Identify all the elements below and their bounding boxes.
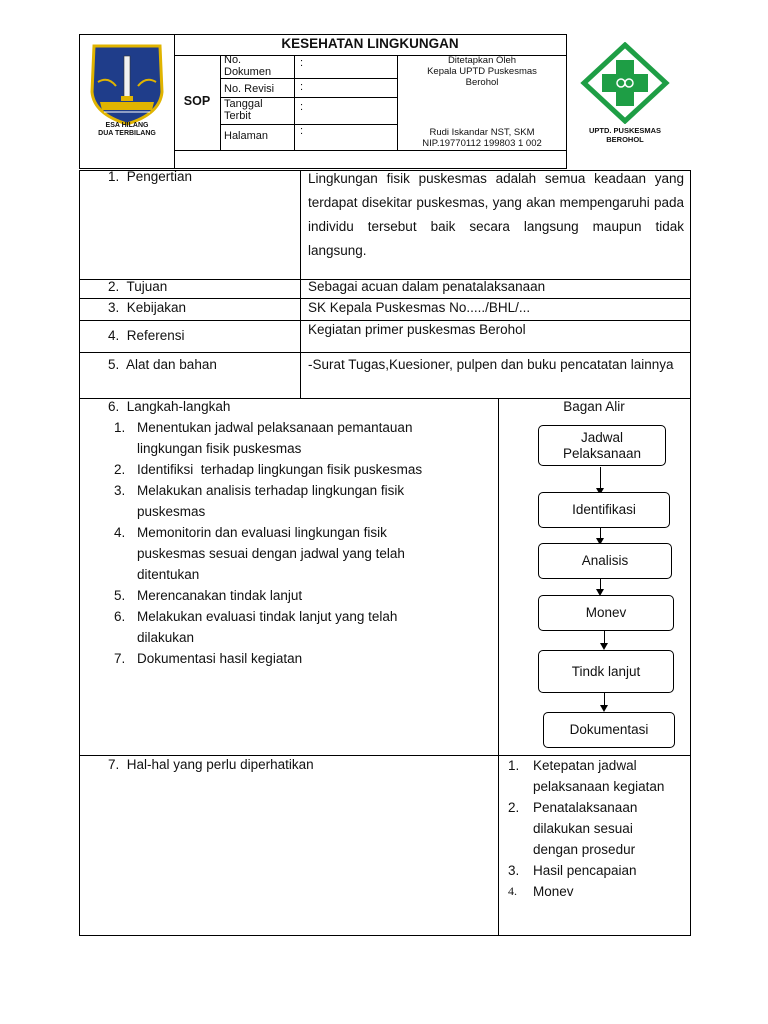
list-item: 1. Ketepatan jadwal pelaksanaan kegiatan (508, 758, 665, 794)
pengertian-label: 1. Pengertian (108, 169, 193, 184)
list-item: 6. Melakukan evaluasi tindak lanjut yang telah dilakukan (114, 609, 398, 645)
tujuan-text: Sebagai acuan dalam penatalaksanaan (308, 279, 546, 294)
document-title: KESEHATAN LINGKUNGAN (281, 36, 459, 51)
flow-arrow (604, 692, 605, 706)
field-tanggal-terbit-value: : (300, 101, 304, 113)
field-no-revisi-label: No. Revisi (224, 83, 275, 95)
flow-box-jadwal: Jadwal Pelaksanaan (538, 425, 666, 466)
list-item: 7. Dokumentasi hasil kegiatan (114, 651, 303, 666)
referensi-text: Kegiatan primer puskesmas Berohol (308, 322, 526, 337)
list-item: 1. Menentukan jadwal pelaksanaan pemantauan lingkungan fisik puskesmas (114, 420, 413, 456)
field-halaman-label: Halaman (224, 130, 269, 142)
flow-box-monev: Monev (538, 595, 674, 631)
flow-arrow (600, 527, 601, 539)
flow-box-dokumentasi: Dokumentasi (543, 712, 675, 748)
approval-line3: Berohol (465, 77, 499, 88)
approval-line1: Ditetapkan Oleh (447, 55, 517, 66)
hal-list (508, 755, 688, 902)
field-no-dokumen-label: No. Dokumen (224, 54, 272, 78)
approval-block (398, 55, 566, 88)
sop-label: SOP (183, 94, 211, 108)
flow-box-analisis: Analisis (538, 543, 672, 579)
approval-line2: Kepala UPTD Puskesmas (427, 66, 537, 77)
langkah-label: 6. Langkah-langkah (108, 399, 231, 414)
alat-label: 5. Alat dan bahan (108, 357, 217, 372)
approval-signatory (398, 127, 566, 149)
puskesmas-logo-text2: BEROHOL (606, 135, 644, 144)
list-item: 3. Hasil pencapaian (508, 863, 637, 878)
flow-arrow (600, 578, 601, 590)
approval-nip: NIP.19770112 199803 1 002 (422, 138, 542, 149)
referensi-label: 4. Referensi (108, 328, 185, 343)
field-tanggal-terbit-label: Tanggal Terbit (224, 98, 263, 122)
list-item: 2. Identifiksi terhadap lingkungan fisik puskesmas (114, 462, 423, 477)
tujuan-label: 2. Tujuan (108, 279, 168, 294)
puskesmas-logo-text1: UPTD. PUSKESMAS (588, 126, 662, 135)
flow-arrow (604, 630, 605, 644)
field-no-dokumen-value: : (300, 57, 304, 69)
flow-arrow (600, 467, 601, 489)
list-item: 2. Penatalaksanaan dilakukan sesuai dengan prosedur (508, 800, 638, 857)
pengertian-text: Lingkungan fisik puskesmas adalah semua keadaan yang terdapat disekitar puskesmas, yang akan mempengaruhi pada individu tersebut baik secara langsung maupun tidak langsung. (308, 171, 684, 258)
regency-logo-ribbon: ESA HILANG (105, 122, 149, 129)
list-item: 4. Memonitorin dan evaluasi lingkungan fisik puskesmas sesuai dengan jadwal yang telah ditentukan (114, 525, 405, 582)
field-halaman-value: : (300, 125, 304, 137)
alat-text: -Surat Tugas,Kuesioner, pulpen dan buku pencatatan lainnya (308, 357, 674, 372)
field-no-revisi-value: : (300, 81, 304, 93)
hal-label: 7. Hal-hal yang perlu diperhatikan (108, 757, 314, 772)
list-item: 4. Monev (508, 884, 574, 899)
kebijakan-text: SK Kepala Puskesmas No...../BHL/... (308, 300, 531, 315)
list-item: 5. Merencanakan tindak lanjut (114, 588, 303, 603)
approval-name: Rudi Iskandar NST, SKM (429, 127, 535, 138)
puskesmas-logo (578, 42, 672, 124)
list-item: 3. Melakukan analisis terhadap lingkungan fisik puskesmas (114, 483, 405, 519)
kebijakan-label: 3. Kebijakan (108, 300, 187, 315)
bagan-alir-label: Bagan Alir (563, 399, 625, 414)
regency-logo-ribbon2: DUA TERBILANG (98, 130, 156, 137)
langkah-list (114, 417, 474, 669)
flow-box-identifikasi: Identifikasi (538, 492, 670, 528)
flow-box-tindak-lanjut: Tindk lanjut (538, 650, 674, 693)
